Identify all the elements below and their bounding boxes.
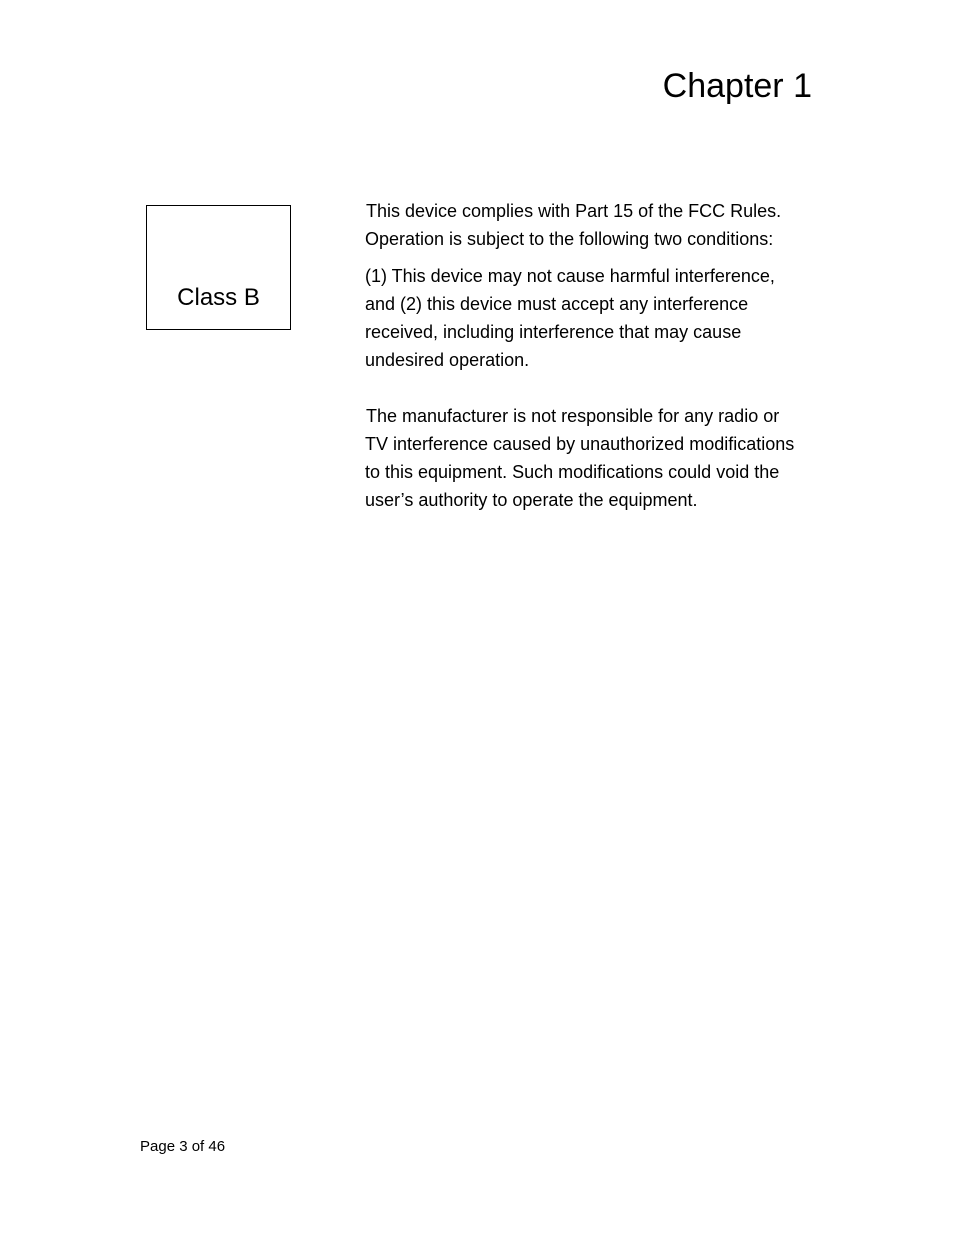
- chapter-title: Chapter 1: [662, 67, 812, 105]
- compliance-paragraph: [365, 197, 825, 253]
- class-label: Class B: [177, 284, 260, 311]
- compliance-line-2: Operation is subject to the following two conditions:: [365, 229, 774, 249]
- page-number: Page 3 of 46: [140, 1138, 226, 1155]
- conditions-line-3: received, including interference that may cause: [365, 322, 742, 342]
- compliance-line-1: This device complies with Part 15 of the FCC Rules.: [366, 201, 782, 221]
- conditions-line-4: undesired operation.: [365, 350, 530, 370]
- class-b-box: [146, 205, 291, 330]
- conditions-line-2: and (2) this device must accept any interference: [365, 294, 749, 314]
- conditions-line-1: (1) This device may not cause harmful interference,: [365, 266, 775, 286]
- manufacturer-line-3: to this equipment. Such modifications could void the: [365, 462, 780, 482]
- manufacturer-paragraph: [365, 402, 825, 514]
- manufacturer-line-4: user’s authority to operate the equipment.: [365, 490, 698, 510]
- manufacturer-line-2: TV interference caused by unauthorized modifications: [365, 434, 795, 454]
- conditions-paragraph: [365, 262, 825, 374]
- manufacturer-line-1: The manufacturer is not responsible for any radio or: [366, 406, 780, 426]
